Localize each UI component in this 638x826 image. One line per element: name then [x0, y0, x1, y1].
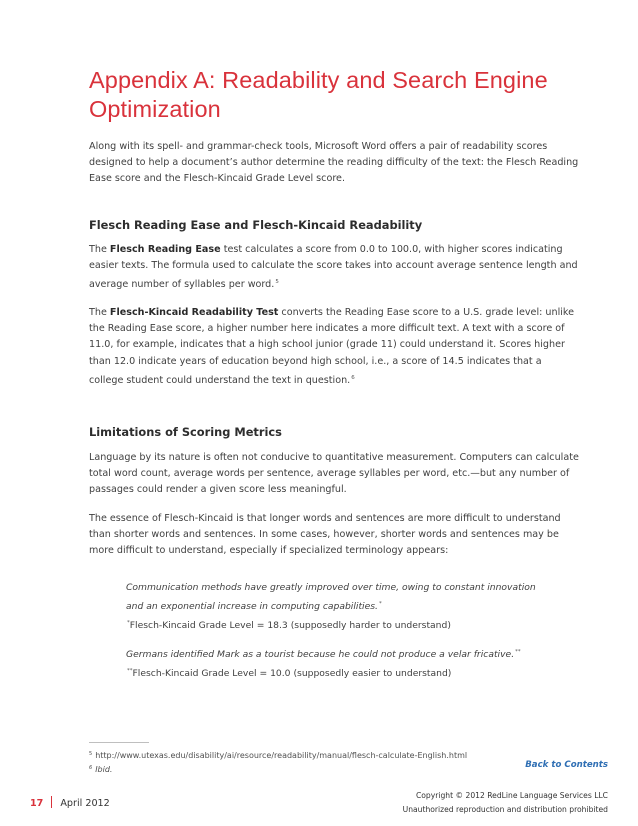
footnote-ref: 5 [275, 279, 279, 286]
section-heading-flesch: Flesch Reading Ease and Flesch-Kincaid Readability [89, 218, 423, 232]
footer-divider [51, 796, 52, 808]
footer-date: April 2012 [60, 798, 110, 809]
footnote-divider [89, 742, 149, 743]
footnote-number: 5 [89, 751, 93, 757]
flesch-reading-ease-paragraph [89, 242, 579, 294]
quote-ref: ** [515, 649, 521, 655]
limitations-paragraph-1: Language by its nature is often not conducive to quantitative measurement. Computers can calculate total word count, average words per sentence, average syllables per word, etc.—but any number of passages could render a given score less meaningful. [89, 452, 579, 496]
example-block-1 [126, 580, 546, 634]
footer-left [30, 796, 110, 809]
example-block-2 [126, 644, 546, 682]
quote-ref: * [378, 601, 382, 607]
footnote-text: Ibid. [95, 765, 113, 774]
example-quote [126, 644, 546, 663]
footnote-link[interactable]: http://www.utexas.edu/disability/ai/resource/readability/manual/flesch-calculate-English.html [95, 751, 468, 760]
note-ref: ** [127, 668, 133, 674]
term-flesch-reading-ease: Flesch Reading Ease [109, 244, 221, 255]
flesch-kincaid-paragraph [89, 305, 579, 389]
footnote-number: 6 [89, 765, 93, 771]
paragraph-text: The [89, 307, 110, 318]
paragraph-text: test calculates a score from 0.0 to 100.0, with higher scores indicating easier texts. The formula used to calculate the score takes into account average sentence length and average number of syllables per word. [89, 244, 578, 291]
intro-paragraph: Along with its spell- and grammar-check tools, Microsoft Word offers a pair of readability scores designed to help a document’s author determine the reading difficulty of the text: the Flesch Reading Ease score and the Flesch-Kincaid Grade Level score. [89, 141, 579, 185]
example-note [126, 663, 546, 682]
footnote-item [89, 748, 467, 762]
note-ref: * [127, 620, 130, 626]
footnote-item [89, 762, 467, 776]
rights-text: Unauthorized reproduction and distribution prohibited [402, 805, 608, 814]
limitations-paragraph-2: The essence of Flesch-Kincaid is that longer words and sentences are more difficult to understand than shorter words and sentences. In some cases, however, shorter words and sentences may be more difficult to understand, especially if specialized terminology appears: [89, 513, 561, 557]
example-quote [126, 580, 546, 615]
paragraph-text: converts the Reading Ease score to a U.S. grade level: unlike the Reading Ease score, a higher number here indicates a more difficult text. A text with a score of 11.0, for example, indicates that a high school junior (grade 11) could understand it. Scores higher than 12.0 indicate years of education beyond high school, i.e., a score of 14.5 indicates that a college student could understand the text in question. [89, 307, 575, 386]
footnotes [89, 748, 467, 776]
footnote-ref: 6 [351, 374, 355, 381]
back-to-contents-link[interactable]: Back to Contents [525, 760, 608, 770]
paragraph-text: The [89, 244, 110, 255]
page-number: 17 [30, 798, 44, 809]
page-title: Appendix A: Readability and Search Engine Optimization [89, 67, 548, 122]
footer-right [403, 789, 608, 817]
example-note-text: Flesch-Kincaid Grade Level = 18.3 (supposedly harder to understand) [129, 620, 451, 631]
example-note [126, 615, 546, 634]
example-note-text: Flesch-Kincaid Grade Level = 10.0 (supposedly easier to understand) [132, 668, 452, 679]
example-quote-text: Communication methods have greatly improved over time, owing to constant innovation and an exponential increase in computing capabilities. [126, 582, 536, 612]
term-flesch-kincaid: Flesch-Kincaid Readability Test [109, 307, 279, 318]
copyright-text: Copyright © 2012 RedLine Language Services LLC [415, 791, 608, 800]
example-quote-text: Germans identified Mark as a tourist because he could not produce a velar fricative. [126, 649, 515, 660]
section-heading-limitations: Limitations of Scoring Metrics [89, 425, 282, 439]
